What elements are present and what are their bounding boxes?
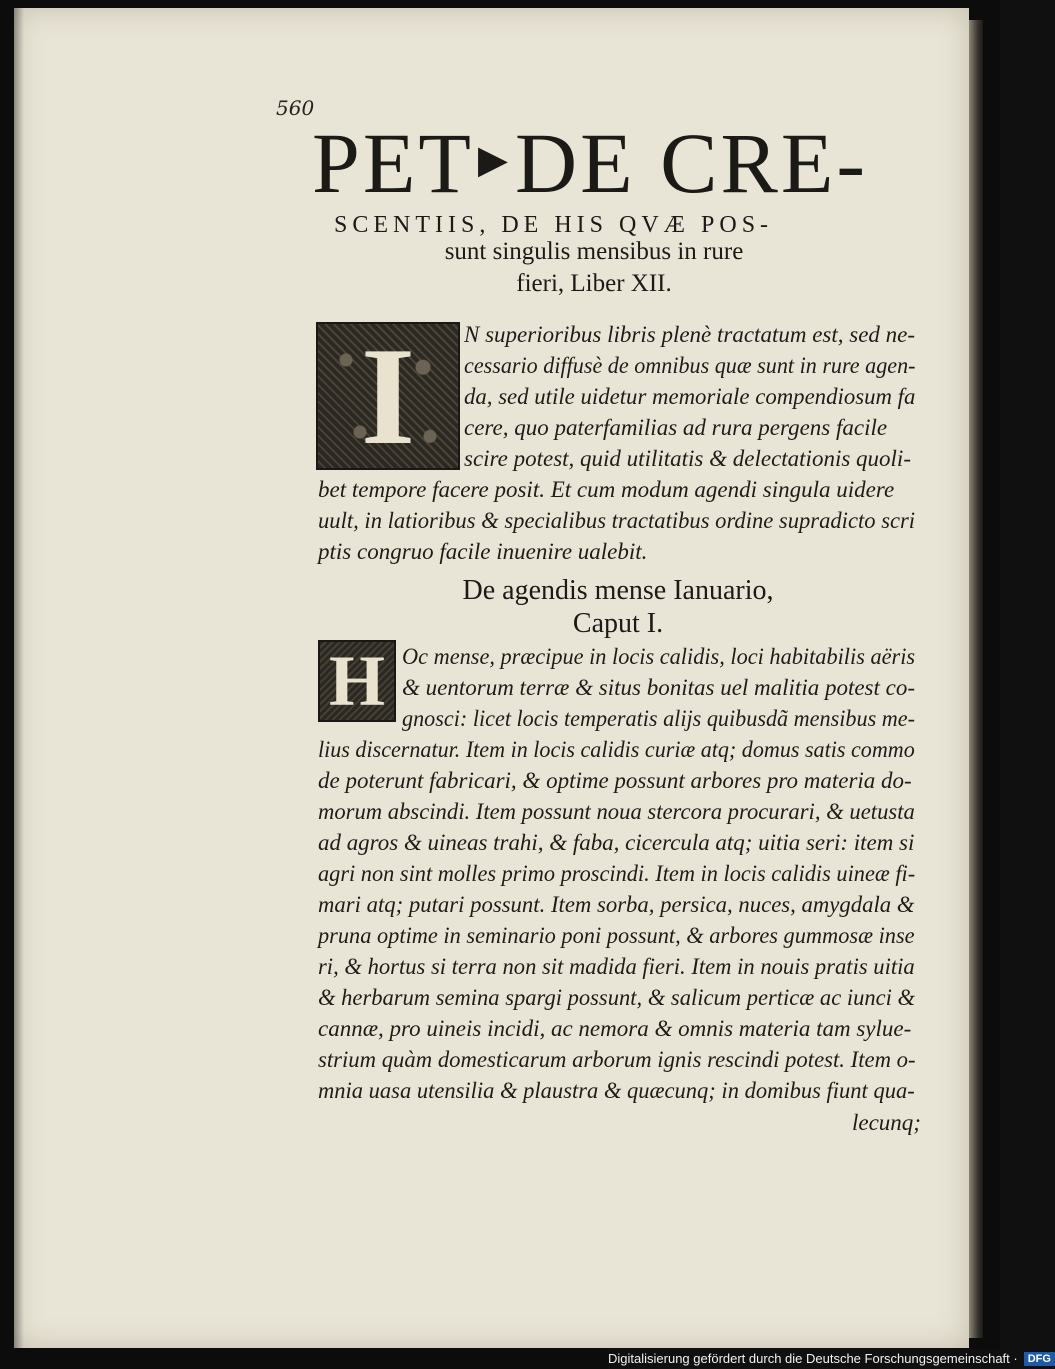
paragraph-2-line: & herbarum semina spargi possunt, & salicum perticæ ac iunci & — [318, 985, 916, 1010]
footer-credit-text: Digitalisierung gefördert durch die Deutsche Forschungsgemeinschaft · — [608, 1351, 1018, 1366]
paragraph-2-line: lius discernatur. Item in locis calidis curiæ atq; domus satis commo — [318, 737, 915, 762]
paragraph-1-line: scire potest, quid utilitatis & delectationis quoli- — [464, 446, 911, 471]
chapter-subheading: Caput I. — [572, 608, 664, 639]
title-line-1 — [312, 115, 912, 211]
paragraph-1-line: bet tempore facere posit. Et cum modum agendi singula uidere — [318, 477, 895, 502]
decorated-initial-i — [316, 318, 460, 474]
decorated-initial-h — [318, 640, 396, 722]
paragraph-2-line: ri, & hortus si terra non sit madida fieri. Item in nouis pratis uitia — [318, 954, 915, 979]
dfg-logo: DFG — [1024, 1352, 1055, 1366]
chapter-heading: De agendis mense Ianuario, — [462, 575, 774, 606]
paragraph-1-line: ptis congruo facile inuenire ualebit. — [318, 539, 648, 564]
paragraph-1-line: cere, quo paterfamilias ad rura pergens facile — [464, 415, 888, 440]
paragraph-2-line: ad agros & uineas trahi, & faba, cicercula atq; uitia seri: item si — [318, 830, 915, 855]
paragraph-2-line: morum abscindi. Item possunt noua stercora procurari, & uetusta — [318, 799, 915, 824]
page-number: 560 — [276, 96, 315, 120]
paragraph-2-line: pruna optime in seminario poni possunt, & arbores gummosæ inse — [318, 923, 915, 948]
initial-letter-h: H — [328, 640, 385, 721]
paragraph-1-line: cessario diffusè de omnibus quæ sunt in rure agen- — [464, 353, 916, 378]
gutter-shadow — [14, 8, 24, 1348]
paragraph-2-line: Oc mense, præcipue in locis calidis, loci habitabilis aëris — [402, 644, 916, 669]
initial-letter-i: I — [360, 318, 416, 474]
digitization-footer — [608, 1349, 1051, 1369]
title-line-4: fieri, Liber XII. — [516, 270, 672, 297]
paragraph-2-line: de poterunt fabricari, & optime possunt arbores pro materia do- — [318, 768, 912, 793]
title-word-pet: PET — [312, 115, 474, 211]
paragraph-2-line: mnia uasa utensilia & plaustra & quæcunq; in domibus fiunt qua- — [318, 1078, 915, 1103]
paragraph-1-line: uult, in latioribus & specialibus tractatibus ordine supradicto scri — [318, 508, 916, 533]
catchword: lecunq; — [852, 1110, 921, 1135]
paragraph-2-line: strium quàm domesticarum arborum ignis rescindi potest. Item o- — [318, 1047, 916, 1072]
paragraph-2-line: gnosci: licet locis temperatis alijs quibusdã mensibus me- — [402, 706, 915, 731]
title-word-de-cre: DE CRE- — [515, 115, 869, 211]
title-line-3: sunt singulis mensibus in rure — [444, 238, 744, 265]
paragraph-2-line: agri non sint molles primo proscindi. Item in locis calidis uineæ fi- — [318, 861, 916, 886]
title-line-2: SCENTIIS, DE HIS QVÆ POS- — [334, 212, 774, 238]
paragraph-2-line: cannæ, pro uineis incidi, ac nemora & omnis materia tam sylue- — [318, 1016, 912, 1041]
title-separator-glyph: ▸ — [477, 125, 512, 191]
page-edge — [969, 20, 983, 1338]
paragraph-1-line: da, sed utile uidetur memoriale compendiosum fa — [464, 384, 916, 409]
paragraph-1-line: N superioribus libris plenè tractatum est, sed ne- — [464, 322, 916, 347]
paragraph-2-line: mari atq; putari possunt. Item sorba, persica, nuces, amygdala & — [318, 892, 915, 917]
paragraph-2-line: & uentorum terræ & situs bonitas uel malitia potest co- — [402, 675, 916, 700]
